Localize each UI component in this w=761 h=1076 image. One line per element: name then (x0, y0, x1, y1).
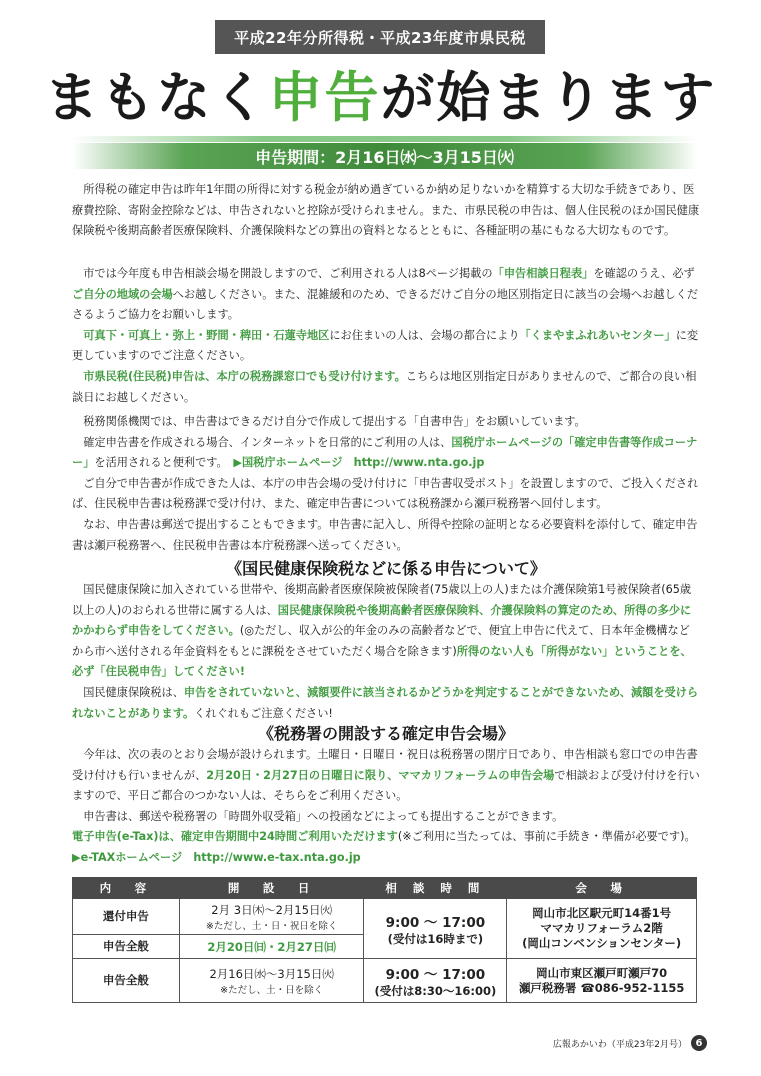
post-box-paragraph: ご自分で申告書が作成できた人は、本庁の申告会場の受け付けに「申告書収受ポスト」を設置しますので、ご投入くだされば、住民税申告書は税務課で受け付け、また、確定申告書については税務課から瀬戸税務署へ回付します。 (72, 476, 699, 511)
city-tax-paragraph: 市県民税(住民税)申告は、本庁の税務課窓口でも受け付けます。こちらは地区別指定日がありませんので、ご都合の良い相談日にお越しください。 (72, 369, 697, 404)
row3-venue: 岡山市東区瀬戸町瀬戸70 瀬戸税務署 ☎086-952-1155 (507, 959, 697, 1003)
venue-table (72, 877, 697, 1003)
consultation-section (72, 264, 700, 408)
health-insurance-heading: 《国民健康保険税などに係る申告について》 (226, 559, 546, 578)
health-insurance-paragraph-2: 国民健康保険税は、申告をされていないと、減額要件に該当されるかどうかを判定することができないため、減額を受けられないことがあります。くれぐれもご注意ください! (72, 685, 699, 720)
title-divider (72, 136, 697, 142)
table-row (73, 959, 697, 1003)
self-filing-section (72, 412, 700, 556)
self-filing-paragraph: 税務関係機関では、申告書はできるだけ自分で作成して提出する「自書申告」をお願いしています。 (83, 415, 586, 428)
etax-link[interactable]: ▶e-TAXホームページ http://www.e-tax.nta.go.jp (72, 850, 361, 864)
page-title (0, 66, 761, 130)
row1-content: 還付申告 (73, 899, 180, 935)
intro-section (72, 180, 700, 242)
page-number: 6 (691, 1035, 707, 1051)
consultation-paragraph: 市では今年度も申告相談会場を開設しますので、ご利用される人は8ページ掲載の「申告相談日程表」を確認のうえ、必ずご自分の地域の会場へお越しください。また、混雑緩和のため、できるだけご自分の地区別指定日に該当の会場へお越しくださるようご協力をお願いします。 (72, 267, 699, 322)
mail-paragraph: なお、申告書は郵送で提出することもできます。申告書に記入し、所得や控除の証明となる必要資料を添付して、確定申告書は瀬戸税務署へ、住民税申告書は本庁税務課へ送ってください。 (72, 517, 698, 552)
intro-paragraph-1: 所得税の確定申告は昨年1年間の所得に対する税金が納め過ぎているか納め足りないかを精算する大切な手続きであり、医療費控除、寄附金控除などは、申告されないと控除が受けられません。また、市県民税の申告は、個人住民税のほか国民健康保険税や後期高齢者医療保険料、介護保険料などの算出の資料となるとともに、各種証明の基にもなる大切なものです。 (72, 183, 700, 238)
title-post: が始まります (380, 66, 717, 129)
year-banner: 平成22年分所得税・平成23年度市県民税 (215, 20, 545, 54)
tax-office-paragraph-2: 申告書は、郵送や税務署の「時間外収受箱」への投函などによっても提出することができます。 (83, 809, 564, 823)
internet-paragraph: 確定申告書を作成される場合、インターネットを日常的にご利用の人は、国税庁ホームページの「確定申告書等作成コーナー」を活用されると便利です。 ▶国税庁ホームページ http://www.nta.go.jp (72, 435, 698, 470)
header-date: 開 設 日 (179, 878, 364, 899)
row3-content: 申告全般 (73, 959, 180, 1003)
schedule-link[interactable]: 「申告相談日程表」 (492, 267, 594, 280)
row3-time: 9:00 〜 17:00 (受付は8:30〜16:00) (364, 959, 507, 1003)
etax-paragraph: 電子申告(e-Tax)は、確定申告期間中24時間ご利用いただけます(※ご利用に当たっては、事前に手続き・準備が必要です)。 ▶e-TAXホームページ http://www.e-tax.nta.go.jp (72, 830, 691, 864)
table-header-row (73, 878, 697, 899)
tax-office-paragraph-1: 今年は、次の表のとおり会場が設けられます。土曜日・日曜日・祝日は税務署の閉庁日であり、申告相談も窓口での申告書受け付けも行いませんが、2月20日・2月27日の日曜日に限り、ママカリフォーラムの申告会場で相談および受け付けを行いますので、平日ご都合のつかない人は、そちらをご利用ください。 (72, 748, 700, 803)
tax-office-heading: 《税務署の開設する確定申告会場》 (257, 724, 514, 743)
row2-date: 2月20日㈰・2月27日㈰ (179, 935, 364, 959)
header-content: 内 容 (73, 878, 180, 899)
row12-venue: 岡山市北区駅元町14番1号 ママカリフォーラム2階 (岡山コンベンションセンター) (507, 899, 697, 959)
header-time: 相 談 時 間 (364, 878, 507, 899)
table-row (73, 899, 697, 935)
title-highlight: 申告 (268, 66, 381, 129)
filing-period-bar: 申告期間：2月16日㈬〜3月15日㈫ (72, 143, 697, 169)
health-insurance-paragraph-1: 国民健康保険に加入されている世帯や、後期高齢者医療保険被保険者(75歳以上の人)または介護保険第1号被保険者(65歳以上の人)のおられる世帯に属する人は、国民健康保険税や後期高齢者医療保険料、介護保険料の算定のため、所得の多少にかかわらず申告をしてください。(◎ただし、収入が公的年金のみの高齢者などで、便宜上申告に代えて、日本年金機構などから市へ送付される年金資料をもとに課税をさせていただく場合を除きます)所得のない人も「所得がない」ということを、必ず「住民税申告」してください! (72, 583, 692, 679)
health-insurance-section (72, 580, 700, 724)
page-footer (553, 1035, 707, 1051)
header-venue: 会 場 (507, 878, 697, 899)
row2-content: 申告全般 (73, 935, 180, 959)
title-pre: まもなく (44, 66, 269, 129)
row12-time: 9:00 〜 17:00 (受付は16時まで) (364, 899, 507, 959)
district-change-paragraph: 可真下・可真上・弥上・野間・稗田・石蓮寺地区にお住まいの人は、会場の都合により「くまやまふれあいセンター」に変更していますのでご注意ください。 (72, 328, 699, 363)
row3-date: 2月16日㈬〜3月15日㈫ ※ただし、土・日を除く (179, 959, 364, 1003)
row1-date: 2月 3日㈭〜2月15日㈫ ※ただし、土・日・祝日を除く (179, 899, 364, 935)
nta-link[interactable]: ▶国税庁ホームページ http://www.nta.go.jp (233, 456, 485, 470)
publication-label: 広報あかいわ（平成23年2月号） (552, 1039, 687, 1050)
tax-office-section (72, 745, 700, 869)
